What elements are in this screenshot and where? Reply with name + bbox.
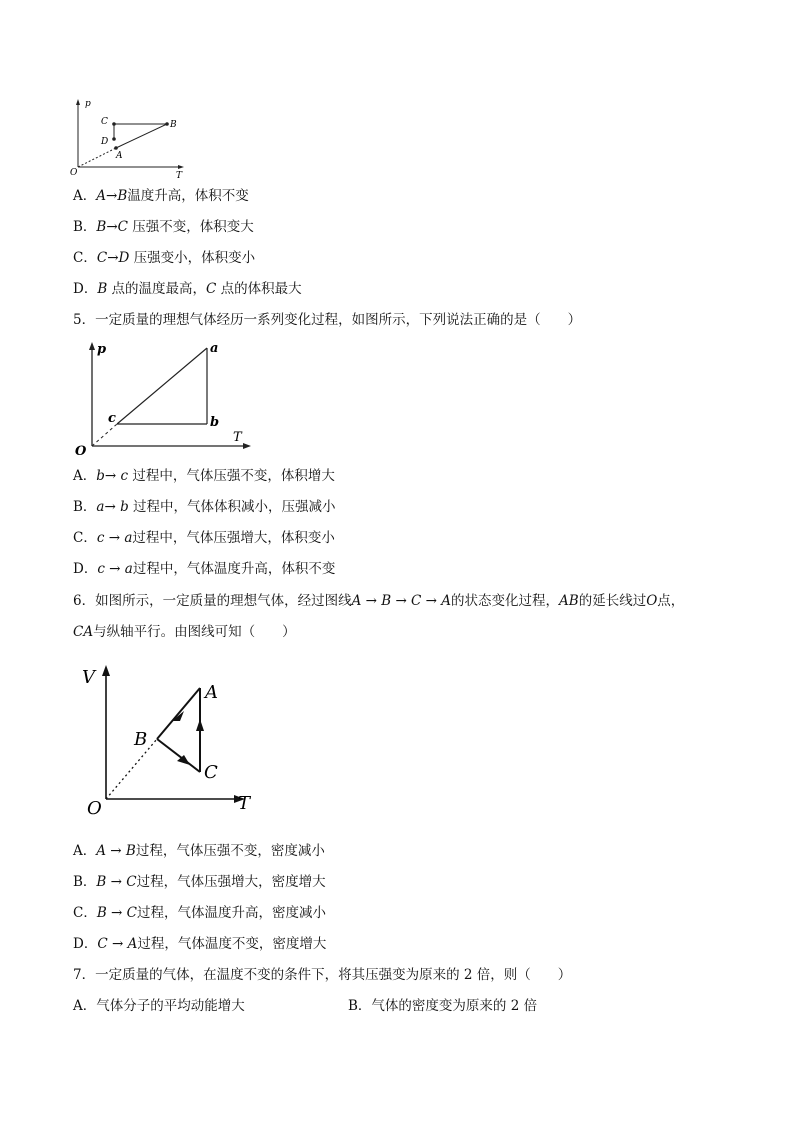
fig5-label-c: c	[108, 411, 116, 426]
fig1-origin: O	[70, 168, 78, 178]
fig1-label-D: D	[101, 137, 109, 147]
q6-option-a[interactable]: A．A → B过程，气体压强不变，密度减小	[73, 843, 325, 859]
q5-option-c[interactable]: C．c → a过程中，气体压强增大，体积变小	[73, 530, 335, 546]
q4-option-c[interactable]: C．C→D 压强变小，体积变小	[73, 250, 256, 266]
fig6-label-C: C	[204, 762, 218, 783]
fig6-axis-V: V	[82, 667, 95, 688]
fig6-label-A: A	[205, 682, 218, 703]
q4-option-d[interactable]: D．B 点的温度最高，C 点的体积最大	[73, 281, 302, 297]
q6-option-c[interactable]: C．B → C过程，气体温度升高，密度减小	[73, 905, 327, 921]
figure-vt-abc	[80, 663, 260, 823]
figure-pt-abc	[75, 340, 255, 459]
fig5-label-b: b	[210, 415, 220, 430]
fig5-axis-p: p	[97, 342, 107, 357]
q4-option-b[interactable]: B．B→C 压强不变，体积变大	[73, 219, 254, 235]
fig5-origin: O	[75, 444, 87, 459]
fig1-label-C: C	[101, 117, 108, 127]
fig5-label-a: a	[210, 341, 219, 356]
q7-option-b[interactable]: B．气体的密度变为原来的 2 倍	[348, 998, 538, 1014]
q4-option-a[interactable]: A．A→B温度升高，体积不变	[73, 188, 249, 204]
fig1-axis-p: p	[85, 99, 91, 109]
q7-stem: 7．一定质量的气体，在温度不变的条件下，将其压强变为原来的 2 倍，则（ ）	[73, 967, 572, 983]
q6-option-b[interactable]: B．B → C过程，气体压强增大，密度增大	[73, 874, 326, 890]
fig6-origin: O	[87, 798, 102, 819]
fig6-axis-T: T	[238, 793, 251, 814]
fig1-label-B: B	[170, 120, 177, 130]
q6-stem-line1: 6．如图所示，一定质量的理想气体，经过图线A → B → C → A的状态变化过程，AB的延长线过O点，	[73, 593, 685, 609]
q5-stem: 5．一定质量的理想气体经历一系列变化过程，如图所示，下列说法正确的是（ ）	[73, 312, 582, 328]
q6-stem-line2: CA与纵轴平行。由图线可知（ ）	[73, 624, 296, 640]
q5-option-b[interactable]: B．a→ b 过程中，气体体积减小，压强减小	[73, 499, 336, 515]
fig1-label-A: A	[116, 151, 123, 161]
figure-pt-abcd	[70, 97, 190, 179]
fig6-label-B: B	[134, 729, 148, 750]
q5-option-d[interactable]: D．c → a过程中，气体温度升高，体积不变	[73, 561, 336, 577]
fig5-axis-T: T	[233, 430, 242, 445]
q5-option-a[interactable]: A．b→ c 过程中，气体压强不变，体积增大	[73, 468, 335, 484]
q6-option-d[interactable]: D．C → A过程，气体温度不变，密度增大	[73, 936, 327, 952]
q7-option-a[interactable]: A．气体分子的平均动能增大	[73, 998, 245, 1014]
fig1-axis-T: T	[176, 171, 183, 181]
